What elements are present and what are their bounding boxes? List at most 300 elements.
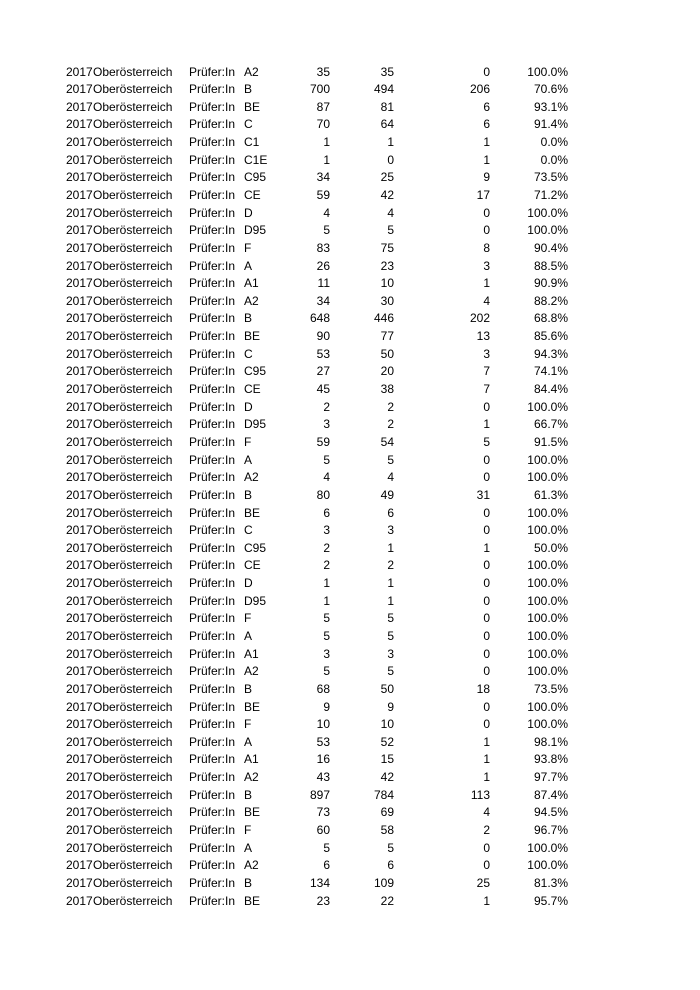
passed-count-cell: 58: [380, 823, 394, 838]
license-class-cell: A1: [244, 276, 259, 291]
table-row: [0, 522, 700, 540]
passed-count-cell: 4: [387, 470, 394, 485]
passed-count-cell: 38: [380, 382, 394, 397]
region-cell: Oberösterreich: [93, 576, 173, 591]
pass-rate-cell: 100.0%: [527, 717, 568, 732]
role-cell: Prüfer:In: [189, 187, 236, 202]
year-cell: 2017: [66, 399, 93, 414]
passed-count-cell: 2: [387, 558, 394, 573]
passed-count-cell: 20: [380, 364, 394, 379]
year-cell: 2017: [66, 205, 93, 220]
failed-count-cell: 18: [476, 681, 490, 696]
total-count-cell: 11: [317, 276, 330, 291]
year-cell: 2017: [66, 417, 93, 432]
license-class-cell: D95: [244, 593, 267, 608]
region-cell: Oberösterreich: [93, 487, 173, 502]
role-cell: Prüfer:In: [189, 258, 236, 273]
table-row: [0, 575, 700, 593]
passed-count-cell: 1: [387, 540, 394, 555]
table-row: [0, 399, 700, 417]
license-class-cell: A: [244, 734, 253, 749]
total-count-cell: 3: [323, 646, 330, 661]
failed-count-cell: 202: [469, 311, 490, 326]
role-cell: Prüfer:In: [189, 893, 236, 908]
passed-count-cell: 52: [380, 734, 394, 749]
role-cell: Prüfer:In: [189, 329, 236, 344]
table-row: [0, 557, 700, 575]
passed-count-cell: 446: [373, 311, 394, 326]
pass-rate-cell: 100.0%: [527, 576, 568, 591]
table-row: [0, 734, 700, 752]
failed-count-cell: 0: [483, 399, 490, 414]
passed-count-cell: 109: [373, 875, 394, 890]
year-cell: 2017: [66, 223, 93, 238]
license-class-cell: BE: [244, 805, 261, 820]
failed-count-cell: 0: [483, 205, 490, 220]
passed-count-cell: 1: [387, 593, 394, 608]
role-cell: Prüfer:In: [189, 223, 236, 238]
license-class-cell: C1E: [244, 152, 268, 167]
year-cell: 2017: [66, 558, 93, 573]
passed-count-cell: 75: [380, 240, 394, 255]
pass-rate-cell: 74.1%: [533, 364, 568, 379]
year-cell: 2017: [66, 452, 93, 467]
table-row: [0, 416, 700, 434]
year-cell: 2017: [66, 629, 93, 643]
table-row: [0, 310, 700, 328]
total-count-cell: 700: [309, 82, 330, 97]
table-row: [0, 205, 700, 223]
total-count-cell: 1: [323, 152, 330, 167]
region-cell: Oberösterreich: [93, 293, 173, 308]
total-count-cell: 59: [316, 187, 330, 202]
passed-count-cell: 3: [387, 646, 394, 661]
failed-count-cell: 1: [483, 770, 490, 785]
pass-rate-cell: 87.4%: [533, 787, 568, 802]
region-cell: Oberösterreich: [93, 329, 173, 344]
role-cell: Prüfer:In: [189, 664, 236, 679]
role-cell: Prüfer:In: [189, 205, 236, 220]
year-cell: 2017: [66, 664, 93, 679]
total-count-cell: 134: [309, 875, 330, 890]
total-count-cell: 43: [316, 770, 330, 785]
total-count-cell: 45: [316, 382, 330, 397]
passed-count-cell: 5: [387, 840, 394, 855]
year-cell: 2017: [66, 540, 93, 555]
data-table: [0, 64, 700, 911]
license-class-cell: F: [244, 823, 252, 838]
pass-rate-cell: 71.2%: [533, 187, 568, 202]
table-row: [0, 81, 700, 99]
license-class-cell: B: [244, 311, 253, 326]
license-class-cell: A: [244, 258, 253, 273]
table-row: [0, 610, 700, 628]
role-cell: Prüfer:In: [189, 382, 236, 397]
year-cell: 2017: [66, 152, 93, 167]
table-row: [0, 328, 700, 346]
failed-count-cell: 0: [483, 593, 490, 608]
year-cell: 2017: [66, 734, 93, 749]
license-class-cell: C95: [244, 170, 267, 185]
table-row: [0, 434, 700, 452]
table-row: [0, 487, 700, 505]
license-class-cell: BE: [244, 505, 261, 520]
pass-rate-cell: 100.0%: [527, 523, 568, 538]
role-cell: Prüfer:In: [189, 399, 236, 414]
table-row: [0, 346, 700, 364]
failed-count-cell: 0: [483, 858, 490, 873]
pass-rate-cell: 100.0%: [527, 840, 568, 855]
table-row: [0, 169, 700, 187]
pass-rate-cell: 68.8%: [533, 311, 568, 326]
pass-rate-cell: 100.0%: [527, 64, 568, 79]
failed-count-cell: 0: [483, 558, 490, 573]
year-cell: 2017: [66, 611, 93, 626]
role-cell: Prüfer:In: [189, 558, 236, 573]
role-cell: Prüfer:In: [189, 452, 236, 467]
year-cell: 2017: [66, 364, 93, 379]
table-row: [0, 222, 700, 240]
year-cell: 2017: [66, 487, 93, 502]
table-row: [0, 857, 700, 875]
year-cell: 2017: [66, 787, 93, 802]
pass-rate-cell: 100.0%: [527, 399, 568, 414]
pass-rate-cell: 94.5%: [533, 805, 568, 820]
table-row: [0, 769, 700, 787]
failed-count-cell: 1: [483, 417, 490, 432]
license-class-cell: A2: [244, 293, 259, 308]
year-cell: 2017: [66, 752, 93, 767]
license-class-cell: B: [244, 82, 253, 97]
total-count-cell: 27: [316, 364, 330, 379]
passed-count-cell: 35: [380, 64, 394, 79]
year-cell: 2017: [66, 470, 93, 485]
license-class-cell: F: [244, 611, 252, 626]
pass-rate-cell: 100.0%: [527, 223, 568, 238]
year-cell: 2017: [66, 135, 93, 150]
pass-rate-cell: 61.3%: [533, 487, 568, 502]
table-row: [0, 240, 700, 258]
region-cell: Oberösterreich: [93, 840, 173, 855]
region-cell: Oberösterreich: [93, 893, 173, 908]
total-count-cell: 5: [323, 664, 330, 679]
role-cell: Prüfer:In: [189, 523, 236, 538]
region-cell: Oberösterreich: [93, 787, 173, 802]
table-row: [0, 804, 700, 822]
region-cell: Oberösterreich: [93, 770, 173, 785]
role-cell: Prüfer:In: [189, 770, 236, 785]
license-class-cell: B: [244, 487, 253, 502]
failed-count-cell: 0: [483, 664, 490, 679]
total-count-cell: 53: [316, 346, 330, 361]
pass-rate-cell: 100.0%: [527, 699, 568, 714]
failed-count-cell: 113: [470, 787, 490, 802]
failed-count-cell: 0: [483, 505, 490, 520]
failed-count-cell: 1: [483, 135, 490, 150]
total-count-cell: 73: [316, 805, 330, 820]
pass-rate-cell: 85.6%: [533, 329, 568, 344]
license-class-cell: A1: [244, 752, 259, 767]
failed-count-cell: 1: [483, 752, 490, 767]
region-cell: Oberösterreich: [93, 64, 173, 79]
failed-count-cell: 0: [483, 523, 490, 538]
region-cell: Oberösterreich: [93, 82, 173, 97]
license-class-cell: B: [244, 681, 253, 696]
region-cell: Oberösterreich: [93, 523, 173, 538]
failed-count-cell: 2: [483, 823, 490, 838]
passed-count-cell: 4: [387, 205, 394, 220]
table-row: [0, 469, 700, 487]
region-cell: Oberösterreich: [93, 205, 173, 220]
pass-rate-cell: 100.0%: [527, 452, 568, 467]
table-row: [0, 822, 700, 840]
pass-rate-cell: 93.8%: [533, 752, 568, 767]
license-class-cell: A: [244, 629, 253, 643]
year-cell: 2017: [66, 805, 93, 820]
total-count-cell: 26: [316, 258, 330, 273]
pass-rate-cell: 100.0%: [527, 505, 568, 520]
total-count-cell: 34: [316, 293, 330, 308]
table-row: [0, 840, 700, 858]
failed-count-cell: 0: [483, 840, 490, 855]
total-count-cell: 83: [316, 240, 330, 255]
region-cell: Oberösterreich: [93, 99, 173, 114]
license-class-cell: CE: [244, 187, 261, 202]
role-cell: Prüfer:In: [189, 276, 236, 291]
region-cell: Oberösterreich: [93, 699, 173, 714]
year-cell: 2017: [66, 893, 93, 908]
license-class-cell: A: [244, 452, 253, 467]
license-class-cell: B: [244, 787, 253, 802]
year-cell: 2017: [66, 240, 93, 255]
passed-count-cell: 5: [387, 629, 394, 643]
license-class-cell: F: [244, 240, 252, 255]
role-cell: Prüfer:In: [189, 99, 236, 114]
pass-rate-cell: 96.7%: [533, 823, 568, 838]
role-cell: Prüfer:In: [189, 858, 236, 873]
table-row: [0, 452, 700, 470]
pass-rate-cell: 93.1%: [533, 99, 568, 114]
role-cell: Prüfer:In: [189, 170, 236, 185]
failed-count-cell: 6: [483, 117, 490, 132]
region-cell: Oberösterreich: [93, 505, 173, 520]
passed-count-cell: 77: [380, 329, 394, 344]
region-cell: Oberösterreich: [93, 311, 173, 326]
table-row: [0, 258, 700, 276]
failed-count-cell: 3: [483, 258, 490, 273]
year-cell: 2017: [66, 523, 93, 538]
region-cell: Oberösterreich: [93, 364, 173, 379]
failed-count-cell: 5: [483, 434, 490, 449]
pass-rate-cell: 84.4%: [533, 382, 568, 397]
role-cell: Prüfer:In: [189, 840, 236, 855]
passed-count-cell: 2: [387, 399, 394, 414]
region-cell: Oberösterreich: [93, 540, 173, 555]
region-cell: Oberösterreich: [93, 805, 173, 820]
license-class-cell: F: [244, 717, 252, 732]
passed-count-cell: 2: [387, 417, 394, 432]
total-count-cell: 3: [323, 523, 330, 538]
license-class-cell: BE: [244, 99, 261, 114]
license-class-cell: F: [244, 434, 252, 449]
table-row: [0, 275, 700, 293]
license-class-cell: C95: [244, 364, 267, 379]
total-count-cell: 3: [323, 417, 330, 432]
role-cell: Prüfer:In: [189, 434, 236, 449]
region-cell: Oberösterreich: [93, 823, 173, 838]
pass-rate-cell: 100.0%: [527, 470, 568, 485]
role-cell: Prüfer:In: [189, 576, 236, 591]
passed-count-cell: 69: [380, 805, 394, 820]
total-count-cell: 6: [323, 505, 330, 520]
pass-rate-cell: 90.4%: [533, 240, 568, 255]
role-cell: Prüfer:In: [189, 64, 236, 79]
pass-rate-cell: 91.5%: [533, 434, 568, 449]
failed-count-cell: 4: [483, 293, 490, 308]
region-cell: Oberösterreich: [93, 434, 173, 449]
role-cell: Prüfer:In: [189, 135, 236, 150]
pass-rate-cell: 70.6%: [533, 82, 568, 97]
passed-count-cell: 50: [380, 681, 394, 696]
passed-count-cell: 1: [387, 576, 394, 591]
pass-rate-cell: 73.5%: [533, 681, 568, 696]
failed-count-cell: 0: [483, 223, 490, 238]
license-class-cell: D95: [244, 417, 267, 432]
region-cell: Oberösterreich: [93, 417, 173, 432]
failed-count-cell: 31: [476, 487, 490, 502]
role-cell: Prüfer:In: [189, 805, 236, 820]
pass-rate-cell: 100.0%: [527, 205, 568, 220]
passed-count-cell: 5: [387, 223, 394, 238]
total-count-cell: 897: [309, 787, 330, 802]
pass-rate-cell: 90.9%: [533, 276, 568, 291]
total-count-cell: 53: [316, 734, 330, 749]
passed-count-cell: 15: [380, 752, 394, 767]
total-count-cell: 10: [316, 717, 330, 732]
failed-count-cell: 206: [469, 82, 490, 97]
license-class-cell: C: [244, 523, 253, 538]
region-cell: Oberösterreich: [93, 646, 173, 661]
year-cell: 2017: [66, 699, 93, 714]
year-cell: 2017: [66, 840, 93, 855]
passed-count-cell: 3: [387, 523, 394, 538]
pass-rate-cell: 66.7%: [533, 417, 568, 432]
failed-count-cell: 0: [483, 64, 490, 79]
table-row: [0, 505, 700, 523]
role-cell: Prüfer:In: [189, 593, 236, 608]
table-row: [0, 716, 700, 734]
passed-count-cell: 23: [380, 258, 394, 273]
failed-count-cell: 6: [483, 99, 490, 114]
license-class-cell: D95: [244, 223, 267, 238]
failed-count-cell: 7: [483, 382, 490, 397]
total-count-cell: 60: [316, 823, 330, 838]
pass-rate-cell: 88.5%: [533, 258, 568, 273]
failed-count-cell: 9: [483, 170, 490, 185]
passed-count-cell: 22: [380, 893, 394, 908]
pass-rate-cell: 100.0%: [527, 558, 568, 573]
pass-rate-cell: 100.0%: [527, 629, 568, 643]
passed-count-cell: 5: [387, 664, 394, 679]
year-cell: 2017: [66, 681, 93, 696]
license-class-cell: C: [244, 117, 253, 132]
license-class-cell: A2: [244, 770, 259, 785]
total-count-cell: 35: [316, 64, 330, 79]
total-count-cell: 80: [316, 487, 330, 502]
license-class-cell: BE: [244, 329, 261, 344]
region-cell: Oberösterreich: [93, 629, 173, 643]
failed-count-cell: 4: [483, 805, 490, 820]
role-cell: Prüfer:In: [189, 293, 236, 308]
pass-rate-cell: 73.5%: [533, 170, 568, 185]
role-cell: Prüfer:In: [189, 311, 236, 326]
total-count-cell: 1: [323, 593, 330, 608]
year-cell: 2017: [66, 293, 93, 308]
passed-count-cell: 81: [380, 99, 394, 114]
role-cell: Prüfer:In: [189, 470, 236, 485]
region-cell: Oberösterreich: [93, 452, 173, 467]
passed-count-cell: 42: [380, 770, 394, 785]
pass-rate-cell: 98.1%: [533, 734, 568, 749]
year-cell: 2017: [66, 858, 93, 873]
passed-count-cell: 10: [380, 717, 394, 732]
year-cell: 2017: [66, 770, 93, 785]
role-cell: Prüfer:In: [189, 417, 236, 432]
table-row: [0, 787, 700, 805]
license-class-cell: D: [244, 576, 253, 591]
region-cell: Oberösterreich: [93, 664, 173, 679]
failed-count-cell: 0: [483, 699, 490, 714]
failed-count-cell: 0: [483, 629, 490, 643]
year-cell: 2017: [66, 875, 93, 890]
pass-rate-cell: 95.7%: [533, 893, 568, 908]
region-cell: Oberösterreich: [93, 276, 173, 291]
passed-count-cell: 30: [380, 293, 394, 308]
failed-count-cell: 17: [476, 187, 490, 202]
total-count-cell: 87: [316, 99, 330, 114]
failed-count-cell: 1: [483, 893, 490, 908]
passed-count-cell: 10: [380, 276, 394, 291]
pass-rate-cell: 100.0%: [527, 646, 568, 661]
failed-count-cell: 0: [483, 470, 490, 485]
role-cell: Prüfer:In: [189, 505, 236, 520]
failed-count-cell: 8: [483, 240, 490, 255]
table-row: [0, 293, 700, 311]
region-cell: Oberösterreich: [93, 152, 173, 167]
role-cell: Prüfer:In: [189, 240, 236, 255]
year-cell: 2017: [66, 717, 93, 732]
license-class-cell: CE: [244, 558, 261, 573]
passed-count-cell: 49: [380, 487, 394, 502]
region-cell: Oberösterreich: [93, 752, 173, 767]
table-row: [0, 893, 700, 911]
table-row: [0, 116, 700, 134]
year-cell: 2017: [66, 823, 93, 838]
failed-count-cell: 1: [483, 734, 490, 749]
role-cell: Prüfer:In: [189, 699, 236, 714]
table-row: [0, 187, 700, 205]
passed-count-cell: 1: [387, 135, 394, 150]
table-row: [0, 363, 700, 381]
region-cell: Oberösterreich: [93, 258, 173, 273]
pass-rate-cell: 100.0%: [527, 593, 568, 608]
role-cell: Prüfer:In: [189, 787, 236, 802]
role-cell: Prüfer:In: [189, 752, 236, 767]
role-cell: Prüfer:In: [189, 823, 236, 838]
passed-count-cell: 5: [387, 611, 394, 626]
year-cell: 2017: [66, 64, 93, 79]
pass-rate-cell: 50.0%: [533, 540, 568, 555]
